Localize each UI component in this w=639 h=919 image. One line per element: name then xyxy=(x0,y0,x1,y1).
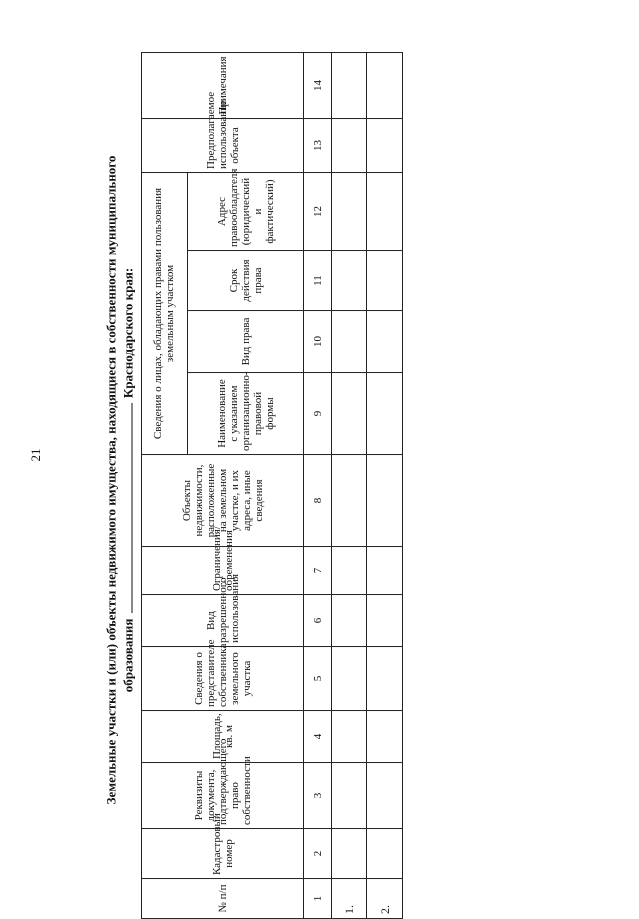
table-cell xyxy=(367,595,403,647)
table-cell xyxy=(331,373,367,455)
row-index: 2. xyxy=(367,879,403,919)
column-number: 2 xyxy=(304,829,331,879)
header-permitted-use: Вид разрешенного использования xyxy=(142,595,304,647)
header-holder-name: Наименование с указанием организационно-правовой формы xyxy=(187,373,304,455)
column-number: 13 xyxy=(304,119,331,173)
table-cell xyxy=(367,53,403,119)
heading-line-1: Земельные участки и (или) объекты недвижимого имущества, находящиеся в собственности муниципального xyxy=(103,155,119,805)
header-restrictions: Ограничения/обременения xyxy=(142,547,304,595)
column-number: 7 xyxy=(304,547,331,595)
table-cell xyxy=(367,711,403,763)
table-wrapper xyxy=(141,52,403,915)
column-number: 3 xyxy=(304,763,331,829)
table-cell xyxy=(331,647,367,711)
header-cadastral-number: Кадастровый номер xyxy=(142,829,304,879)
header-notes: Примечания xyxy=(142,53,304,119)
header-intended-use: Предполагаемое использование объекта xyxy=(142,119,304,173)
column-number: 6 xyxy=(304,595,331,647)
column-numbers-row xyxy=(304,53,331,919)
table-cell xyxy=(367,547,403,595)
header-ownership-document: Реквизиты документа, подтверждающего право собственности xyxy=(142,763,304,829)
header-real-estate-objects: Объекты недвижимости, расположенные на земельном участке, и их адреса, иные сведения xyxy=(142,455,304,547)
table-cell xyxy=(331,595,367,647)
table-cell xyxy=(331,763,367,829)
table-cell xyxy=(331,455,367,547)
heading-line-2-end: Краснодарского края: xyxy=(120,267,136,399)
table-cell xyxy=(331,711,367,763)
heading-blank-underline xyxy=(120,403,133,613)
table-row xyxy=(331,53,367,919)
table-cell xyxy=(331,547,367,595)
table-cell xyxy=(367,647,403,711)
column-number: 14 xyxy=(304,53,331,119)
header-holder-address: Адрес правообладателя (юридический и фактический) xyxy=(187,173,304,251)
header-right-term: Срок действия права xyxy=(187,251,304,311)
table-cell xyxy=(367,455,403,547)
table-rotator xyxy=(141,52,403,915)
header-rights-holders-group: Сведения о лицах, обладающих правами пользования земельным участком xyxy=(142,173,188,455)
column-number: 12 xyxy=(304,173,331,251)
table-cell xyxy=(367,251,403,311)
header-area: Площадь, кв. м xyxy=(142,711,304,763)
table-cell xyxy=(331,173,367,251)
table-cell xyxy=(331,829,367,879)
column-number: 9 xyxy=(304,373,331,455)
heading-line-2 xyxy=(120,90,137,870)
table-cell xyxy=(367,173,403,251)
column-number: 10 xyxy=(304,311,331,373)
column-number: 11 xyxy=(304,251,331,311)
header-owner-representative: Сведения о представителе собственника земельного участка xyxy=(142,647,304,711)
row-index: 1. xyxy=(331,879,367,919)
table-cell xyxy=(367,763,403,829)
column-number: 8 xyxy=(304,455,331,547)
column-number: 1 xyxy=(304,879,331,919)
table-cell xyxy=(367,373,403,455)
table-cell xyxy=(331,311,367,373)
table-cell xyxy=(367,311,403,373)
table-cell xyxy=(331,53,367,119)
table-cell xyxy=(367,119,403,173)
page-heading xyxy=(104,90,137,870)
header-right-type: Вид права xyxy=(187,311,304,373)
land-plots-table xyxy=(141,52,403,919)
heading-line-2-start: образования xyxy=(120,618,136,693)
table-cell xyxy=(331,119,367,173)
table-cell xyxy=(331,251,367,311)
table-row xyxy=(367,53,403,919)
column-number: 5 xyxy=(304,647,331,711)
header-index: № п/п xyxy=(142,879,304,919)
column-number: 4 xyxy=(304,711,331,763)
table-cell xyxy=(367,829,403,879)
page-number: 21 xyxy=(28,448,43,462)
